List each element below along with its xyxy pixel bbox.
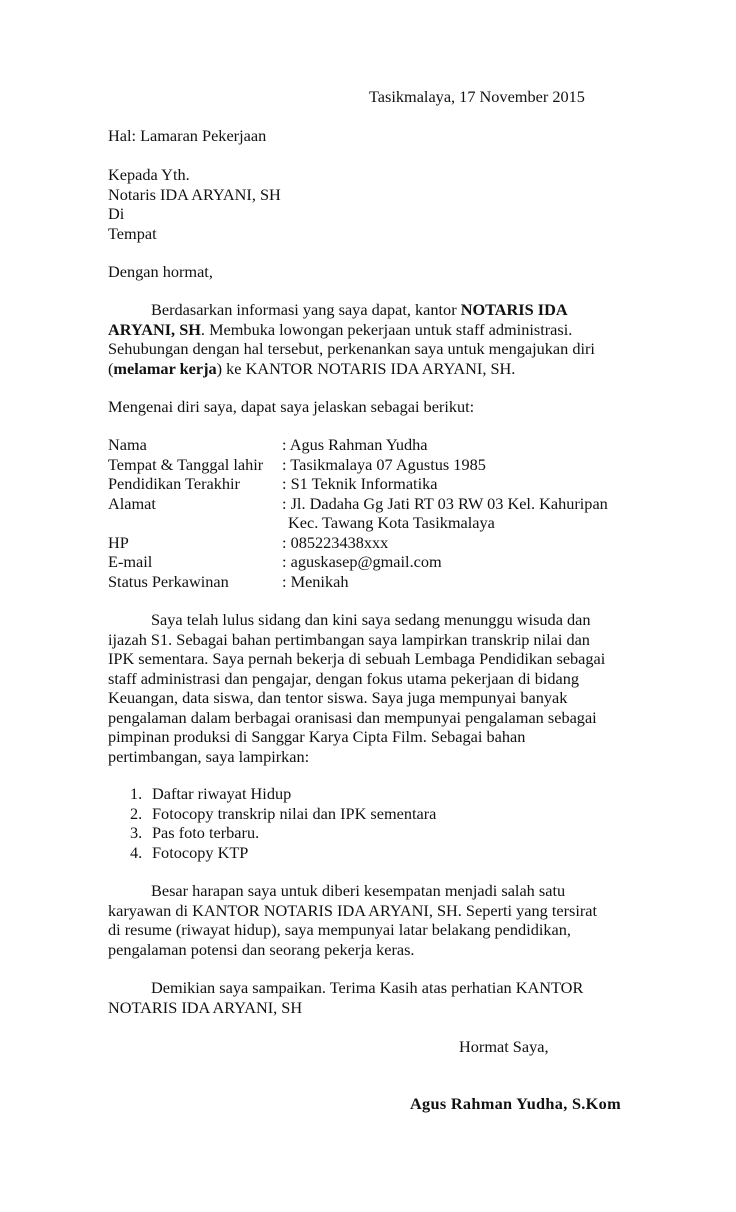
paragraph-line: Besar harapan saya untuk diberi kesempatan menjadi salah satu	[151, 881, 566, 900]
info-value: : S1 Teknik Informatika	[282, 474, 438, 493]
info-label: Alamat	[108, 493, 156, 513]
info-label: Pendidikan Terakhir	[108, 474, 240, 493]
list-text: Daftar riwayat Hidup	[152, 784, 292, 803]
list-number: 2.	[130, 803, 143, 823]
info-value-continued: Kec. Tawang Kota Tasikmalaya	[288, 513, 495, 532]
paragraph-closing	[108, 978, 628, 1017]
list-item	[130, 843, 436, 863]
paragraph-opening	[108, 300, 628, 378]
recipient-line: Di	[108, 204, 125, 223]
info-value: : aguskasep@gmail.com	[282, 552, 442, 571]
paragraph-line: IPK sementara. Saya pernah bekerja di sebuah Lembaga Pendidikan sebagai	[108, 649, 606, 668]
recipient-address	[108, 165, 281, 243]
greeting: Dengan hormat,	[108, 262, 213, 281]
list-number: 3.	[130, 823, 143, 842]
paragraph-line: ijazah S1. Sebagai bahan pertimbangan saya lampirkan transkrip nilai dan	[108, 629, 590, 649]
paragraph-line: pengalaman potensi dan seorang pekerja keras.	[108, 939, 415, 959]
list-item	[130, 804, 436, 824]
attachment-list	[130, 784, 436, 862]
recipient-line: Notaris IDA ARYANI, SH	[108, 184, 281, 204]
bold-text: NOTARIS IDA	[460, 300, 568, 319]
list-text: Pas foto terbaru.	[152, 823, 260, 842]
info-label: HP	[108, 532, 129, 552]
info-row	[108, 533, 608, 553]
paragraph-experience	[108, 610, 628, 766]
info-row	[108, 494, 608, 514]
info-value: : Menikah	[282, 571, 349, 591]
paragraph-line: pimpinan produksi di Sanggar Karya Cipta Film. Sebagai bahan	[108, 727, 526, 746]
bold-text: ARYANI, SH	[108, 319, 201, 339]
list-text: Fotocopy KTP	[152, 842, 249, 862]
info-label: Tempat & Tanggal lahir	[108, 454, 264, 474]
paragraph-line	[108, 300, 628, 320]
recipient-line: Tempat	[108, 223, 157, 243]
recipient-line: Kepada Yth.	[108, 165, 190, 184]
list-item	[130, 823, 436, 843]
paragraph-line: pertimbangan, saya lampirkan:	[108, 746, 310, 766]
info-row	[108, 474, 608, 494]
letter-subject: Hal: Lamaran Pekerjaan	[108, 126, 267, 145]
paragraph-line: staff administrasi dan pengajar, dengan fokus utama pekerjaan di bidang	[108, 668, 580, 688]
signature-name: Agus Rahman Yudha, S.Kom	[410, 1094, 621, 1113]
info-label: Nama	[108, 435, 147, 454]
personal-info-table	[108, 435, 608, 591]
info-value: : 085223438xxx	[282, 532, 389, 552]
paragraph-line: karyawan di KANTOR NOTARIS IDA ARYANI, SH. Seperti yang tersirat	[108, 900, 598, 920]
paragraph-line: pengalaman dalam berbagai oranisasi dan mempunyai pengalaman sebagai	[108, 707, 597, 727]
paragraph-hope	[108, 881, 628, 959]
paragraph-line	[108, 320, 628, 340]
info-row	[108, 455, 608, 475]
list-text: Fotocopy transkrip nilai dan IPK sementara	[152, 803, 437, 823]
info-value: : Agus Rahman Yudha	[282, 435, 428, 454]
bold-text: melamar kerja	[113, 358, 217, 378]
info-row	[108, 572, 608, 592]
text-run: (	[108, 358, 114, 378]
info-row	[108, 552, 608, 572]
list-number: 1.	[130, 784, 143, 803]
paragraph-line	[108, 359, 628, 379]
list-item	[130, 784, 436, 804]
text-run: ) ke KANTOR NOTARIS IDA ARYANI, SH.	[216, 358, 516, 378]
paragraph-line: Saya telah lulus sidang dan kini saya sedang menunggu wisuda dan	[151, 610, 591, 629]
info-label: E-mail	[108, 552, 153, 571]
info-value: : Tasikmalaya 07 Agustus 1985	[282, 454, 486, 474]
paragraph-line: NOTARIS IDA ARYANI, SH	[108, 997, 303, 1017]
info-label: Status Perkawinan	[108, 571, 229, 591]
paragraph-line: di resume (riwayat hidup), saya mempunyai latar belakang pendidikan,	[108, 920, 571, 939]
text-run: Berdasarkan informasi yang saya dapat, kantor	[151, 300, 461, 319]
paragraph-line: Demikian saya sampaikan. Terima Kasih atas perhatian KANTOR	[151, 978, 584, 997]
paragraph-line: Keuangan, data siswa, dan tentor siswa. Saya juga mempunyai banyak	[108, 688, 568, 707]
place-date: Tasikmalaya, 17 November 2015	[369, 87, 585, 106]
paragraph-line: Sehubungan dengan hal tersebut, perkenankan saya untuk mengajukan diri	[108, 339, 595, 358]
text-run: . Membuka lowongan pekerjaan untuk staff administrasi.	[200, 319, 573, 339]
info-row	[108, 435, 608, 455]
list-number: 4.	[130, 842, 143, 862]
intro-line: Mengenai diri saya, dapat saya jelaskan sebagai berikut:	[108, 397, 475, 416]
closing-salutation: Hormat Saya,	[459, 1037, 549, 1056]
info-value: : Jl. Dadaha Gg Jati RT 03 RW 03 Kel. Kahuripan	[282, 493, 608, 513]
